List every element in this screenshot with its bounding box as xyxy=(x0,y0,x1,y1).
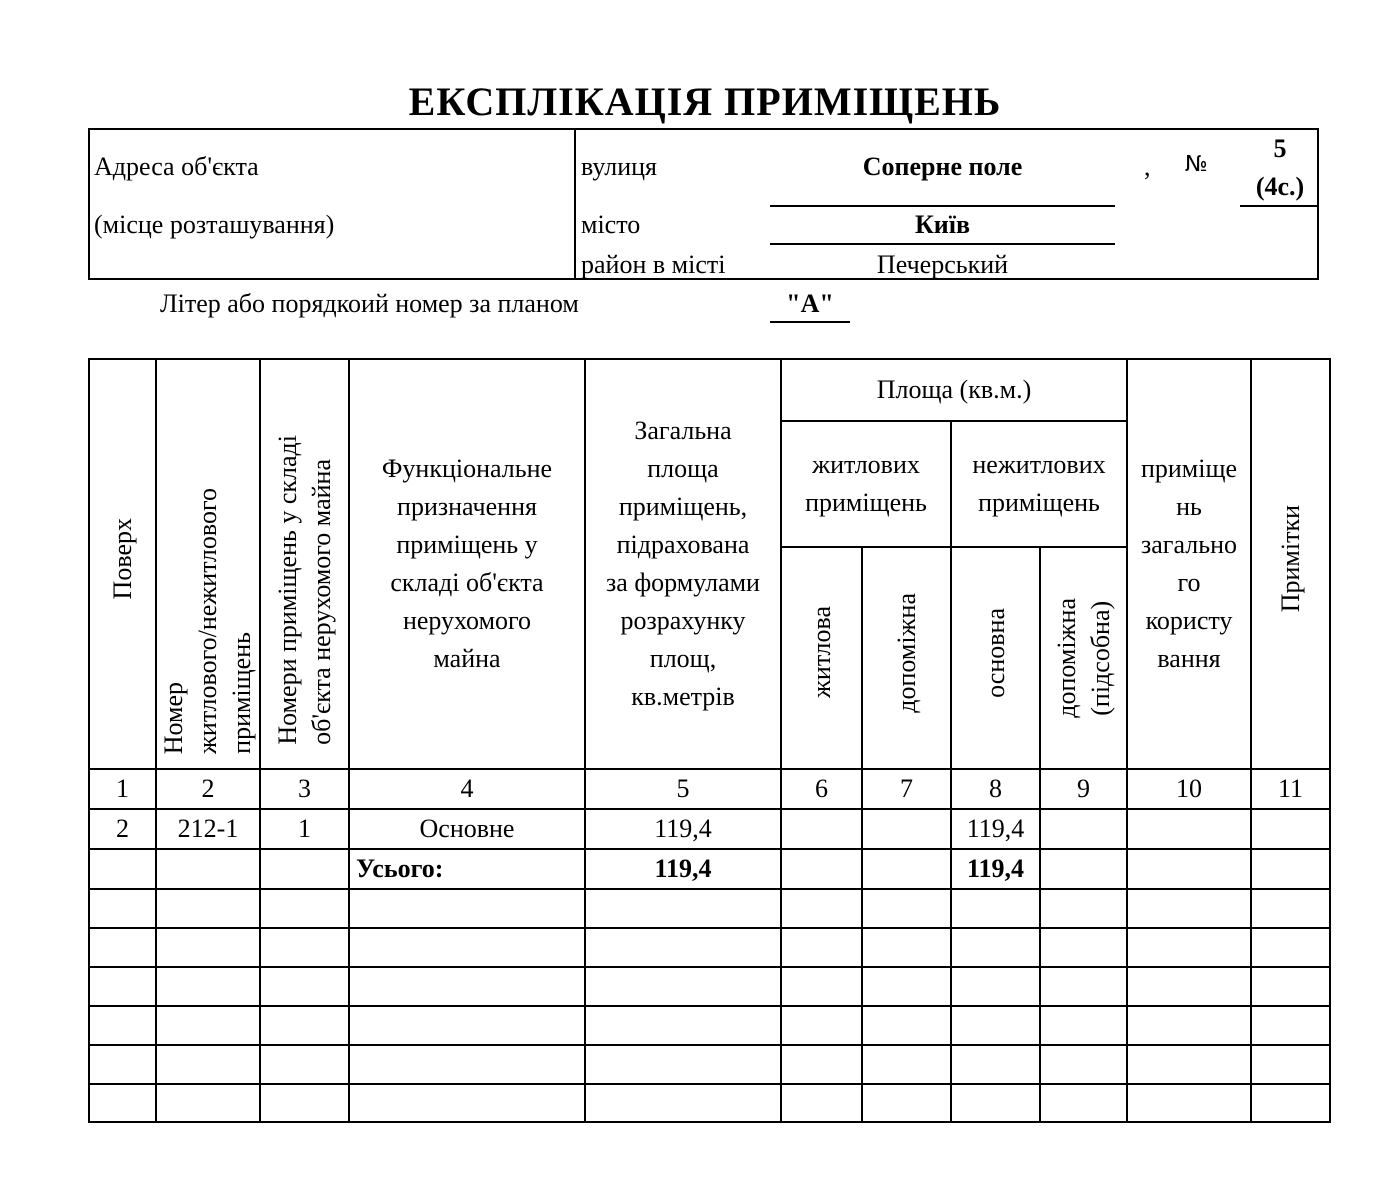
header-auxiliary: допоміжна xyxy=(862,547,951,769)
header-floor: Поверх xyxy=(89,359,156,769)
liter-value: "А" xyxy=(786,289,834,318)
col-number: 7 xyxy=(862,769,951,809)
total-main-value: 119,4 xyxy=(951,849,1040,889)
page-title: ЕКСПЛІКАЦІЯ ПРИМІЩЕНЬ xyxy=(408,79,1002,124)
empty-row xyxy=(89,1084,1330,1122)
number-value-1: 5 xyxy=(1273,134,1287,163)
header-room-number: Номер житлового/нежитлового приміщень xyxy=(156,359,260,769)
col-number: 9 xyxy=(1040,769,1127,809)
cell-main: 119,4 xyxy=(951,809,1040,849)
district-label: район в місті xyxy=(581,250,726,279)
col-number: 11 xyxy=(1251,769,1330,809)
cell-auxiliary xyxy=(862,809,951,849)
empty-row xyxy=(89,1045,1330,1084)
column-numbers-row xyxy=(89,769,1330,809)
address-divider xyxy=(574,128,576,280)
col-number: 10 xyxy=(1127,769,1251,809)
empty-row xyxy=(89,889,1330,928)
header-living: житлова xyxy=(781,547,862,769)
location-label: (місце розташування) xyxy=(94,210,335,239)
comma: , xyxy=(1144,152,1151,181)
table-row xyxy=(89,809,1330,849)
district-value: Печерський xyxy=(876,250,1009,279)
header-purpose: Функціональне призначення приміщень у складі об'єкта нерухомого майна xyxy=(349,359,585,769)
number-label: № xyxy=(1185,152,1208,177)
empty-row xyxy=(89,967,1330,1006)
col-number: 5 xyxy=(585,769,781,809)
header-common-use: приміще нь загально го користу вання xyxy=(1127,359,1251,769)
header-auxiliary-utility: допоміжна (підсобна) xyxy=(1040,547,1127,769)
header-notes: Примітки xyxy=(1251,359,1330,769)
header-total-area: Загальна площа приміщень, підрахована за формулами розрахунку площ, кв.метрів xyxy=(585,359,781,769)
empty-row xyxy=(89,928,1330,967)
number-underline xyxy=(1240,205,1319,207)
cell-floor: 2 xyxy=(89,809,156,849)
header-nonresidential: нежитлових приміщень xyxy=(951,421,1127,547)
cell-auxiliary-utility xyxy=(1040,809,1127,849)
street-underline xyxy=(770,205,1115,207)
cell-total-area: 119,4 xyxy=(585,809,781,849)
city-value: Київ xyxy=(914,210,971,239)
col-number: 6 xyxy=(781,769,862,809)
cell-notes xyxy=(1251,809,1330,849)
city-label: місто xyxy=(581,210,641,239)
street-value: Соперне поле xyxy=(862,152,1023,181)
cell-premises-number: 1 xyxy=(260,809,349,849)
col-number: 3 xyxy=(260,769,349,809)
header-area-group: Площа (кв.м.) xyxy=(781,359,1127,421)
empty-row xyxy=(89,1006,1330,1045)
header-main: основна xyxy=(951,547,1040,769)
total-label: Усього: xyxy=(349,849,585,889)
col-number: 8 xyxy=(951,769,1040,809)
street-label: вулиця xyxy=(581,152,658,181)
liter-underline xyxy=(770,321,850,323)
city-underline xyxy=(770,243,1115,245)
col-number: 2 xyxy=(156,769,260,809)
header-residential: житлових приміщень xyxy=(781,421,951,547)
cell-room-number: 212-1 xyxy=(156,809,260,849)
explication-table xyxy=(88,358,1331,1123)
cell-purpose: Основне xyxy=(349,809,585,849)
col-number: 4 xyxy=(349,769,585,809)
col-number: 1 xyxy=(89,769,156,809)
total-row xyxy=(89,849,1330,889)
cell-common xyxy=(1127,809,1251,849)
total-area-value: 119,4 xyxy=(585,849,781,889)
cell-living xyxy=(781,809,862,849)
address-label: Адреса об'єкта xyxy=(94,152,259,181)
header-premises-numbers: Номери приміщень у складі об'єкта нерухомого майна xyxy=(260,359,349,769)
number-value-2: (4с.) xyxy=(1255,172,1305,201)
liter-label: Літер або порядкоий номер за планом xyxy=(160,289,579,318)
